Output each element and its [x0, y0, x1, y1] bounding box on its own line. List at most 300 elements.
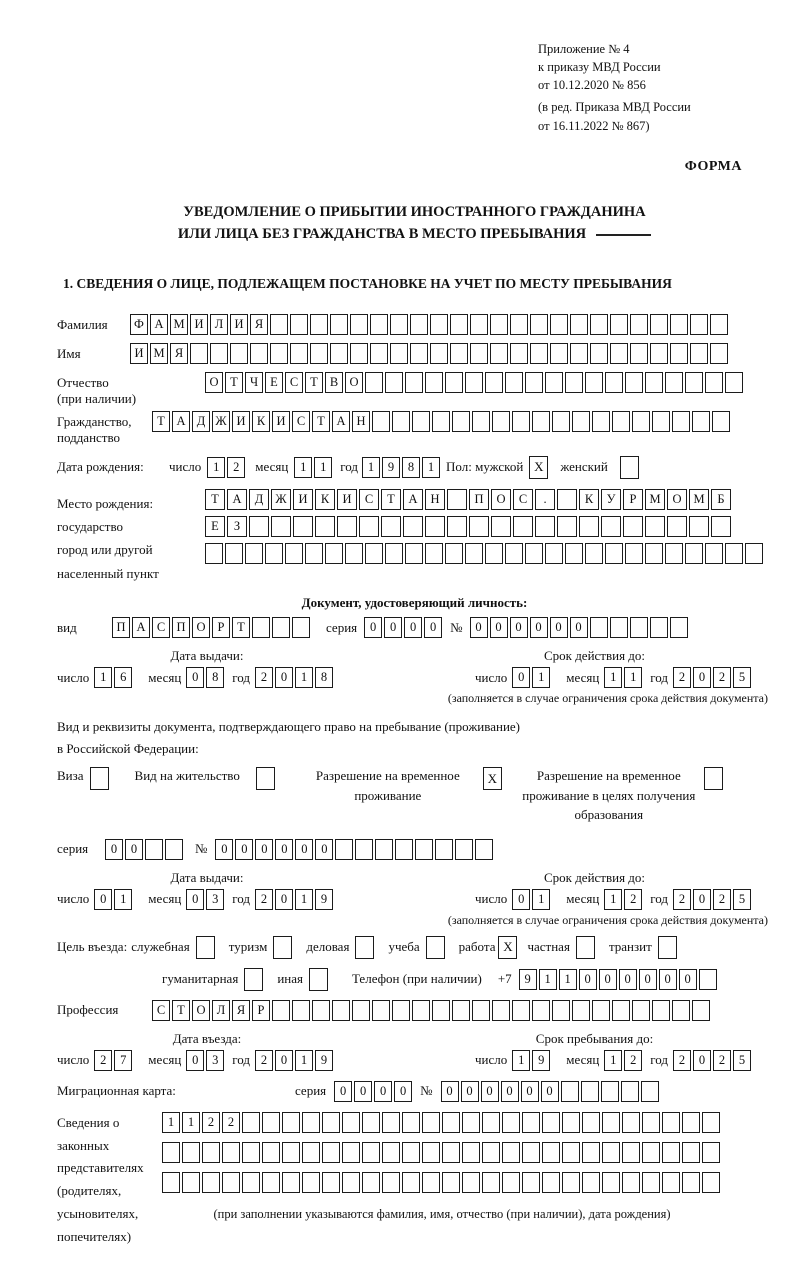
char-cell[interactable]: 9 — [315, 1050, 333, 1071]
char-cell[interactable] — [542, 1172, 560, 1193]
char-cell[interactable] — [465, 372, 483, 393]
purpose-private-checkbox[interactable] — [576, 936, 595, 959]
char-cell[interactable] — [745, 543, 763, 564]
char-cell[interactable] — [582, 1112, 600, 1133]
char-cell[interactable] — [425, 543, 443, 564]
char-cell[interactable] — [372, 411, 390, 432]
char-cell[interactable] — [532, 1000, 550, 1021]
char-cell[interactable] — [450, 343, 468, 364]
char-cell[interactable]: 0 — [424, 617, 442, 638]
char-cell[interactable]: Е — [205, 516, 225, 537]
char-cell[interactable] — [502, 1172, 520, 1193]
char-cell[interactable] — [550, 314, 568, 335]
char-cell[interactable]: 1 — [295, 889, 313, 910]
char-cell[interactable] — [415, 839, 433, 860]
char-cell[interactable] — [270, 343, 288, 364]
char-cell[interactable]: И — [130, 343, 148, 364]
char-cell[interactable] — [612, 1000, 630, 1021]
char-cell[interactable]: Т — [205, 489, 225, 510]
char-cell[interactable]: 1 — [294, 457, 312, 478]
char-cell[interactable] — [542, 1142, 560, 1163]
char-cell[interactable] — [252, 617, 270, 638]
char-cell[interactable]: 1 — [559, 969, 577, 990]
char-cell[interactable]: И — [272, 411, 290, 432]
purpose-business-checkbox[interactable] — [355, 936, 374, 959]
char-cell[interactable] — [552, 411, 570, 432]
char-cell[interactable] — [182, 1172, 200, 1193]
char-cell[interactable]: 0 — [275, 839, 293, 860]
char-cell[interactable] — [667, 516, 687, 537]
char-cell[interactable] — [710, 343, 728, 364]
char-cell[interactable]: 0 — [186, 1050, 204, 1071]
char-cell[interactable]: П — [469, 489, 489, 510]
char-cell[interactable] — [465, 543, 483, 564]
char-cell[interactable] — [545, 372, 563, 393]
char-cell[interactable] — [570, 314, 588, 335]
char-cell[interactable] — [650, 343, 668, 364]
char-cell[interactable]: 1 — [295, 667, 313, 688]
char-cell[interactable] — [405, 543, 423, 564]
char-cell[interactable] — [692, 1000, 710, 1021]
char-cell[interactable]: 0 — [530, 617, 548, 638]
char-cell[interactable] — [702, 1142, 720, 1163]
purpose-tourism-checkbox[interactable] — [273, 936, 292, 959]
char-cell[interactable] — [302, 1172, 320, 1193]
char-cell[interactable] — [572, 1000, 590, 1021]
char-cell[interactable]: 2 — [673, 889, 691, 910]
char-cell[interactable] — [645, 516, 665, 537]
char-cell[interactable] — [390, 343, 408, 364]
char-cell[interactable]: 0 — [679, 969, 697, 990]
char-cell[interactable] — [662, 1142, 680, 1163]
char-cell[interactable] — [305, 543, 323, 564]
char-cell[interactable]: 0 — [501, 1081, 519, 1102]
residence-permit-checkbox[interactable] — [256, 767, 275, 790]
char-cell[interactable]: 0 — [364, 617, 382, 638]
char-cell[interactable] — [270, 314, 288, 335]
char-cell[interactable]: 0 — [659, 969, 677, 990]
char-cell[interactable] — [561, 1081, 579, 1102]
char-cell[interactable] — [702, 1172, 720, 1193]
char-cell[interactable] — [242, 1112, 260, 1133]
char-cell[interactable] — [513, 516, 533, 537]
char-cell[interactable]: И — [337, 489, 357, 510]
char-cell[interactable] — [335, 839, 353, 860]
char-cell[interactable] — [205, 543, 223, 564]
char-cell[interactable] — [245, 543, 263, 564]
char-cell[interactable] — [689, 516, 709, 537]
char-cell[interactable] — [505, 543, 523, 564]
char-cell[interactable]: 2 — [94, 1050, 112, 1071]
char-cell[interactable]: 0 — [693, 667, 711, 688]
char-cell[interactable]: К — [579, 489, 599, 510]
char-cell[interactable] — [592, 1000, 610, 1021]
char-cell[interactable]: Т — [232, 617, 250, 638]
char-cell[interactable] — [362, 1172, 380, 1193]
char-cell[interactable]: Л — [210, 314, 228, 335]
char-cell[interactable] — [242, 1142, 260, 1163]
male-checkbox[interactable]: X — [529, 456, 548, 479]
char-cell[interactable]: М — [689, 489, 709, 510]
char-cell[interactable] — [342, 1112, 360, 1133]
char-cell[interactable]: 0 — [334, 1081, 352, 1102]
char-cell[interactable] — [430, 343, 448, 364]
char-cell[interactable] — [475, 839, 493, 860]
char-cell[interactable] — [685, 543, 703, 564]
char-cell[interactable]: И — [293, 489, 313, 510]
char-cell[interactable] — [455, 839, 473, 860]
char-cell[interactable]: 0 — [105, 839, 123, 860]
char-cell[interactable] — [630, 314, 648, 335]
char-cell[interactable]: 3 — [206, 889, 224, 910]
char-cell[interactable] — [302, 1142, 320, 1163]
char-cell[interactable] — [585, 372, 603, 393]
char-cell[interactable]: Т — [225, 372, 243, 393]
char-cell[interactable] — [565, 543, 583, 564]
char-cell[interactable] — [310, 343, 328, 364]
char-cell[interactable] — [512, 1000, 530, 1021]
char-cell[interactable] — [442, 1172, 460, 1193]
char-cell[interactable]: 2 — [255, 1050, 273, 1071]
char-cell[interactable]: А — [132, 617, 150, 638]
char-cell[interactable] — [610, 314, 628, 335]
char-cell[interactable] — [702, 1112, 720, 1133]
char-cell[interactable] — [622, 1112, 640, 1133]
char-cell[interactable] — [330, 314, 348, 335]
char-cell[interactable] — [565, 372, 583, 393]
char-cell[interactable]: 2 — [713, 667, 731, 688]
char-cell[interactable]: М — [150, 343, 168, 364]
char-cell[interactable]: 9 — [382, 457, 400, 478]
char-cell[interactable] — [705, 543, 723, 564]
char-cell[interactable] — [662, 1112, 680, 1133]
char-cell[interactable] — [502, 1142, 520, 1163]
char-cell[interactable] — [442, 1142, 460, 1163]
char-cell[interactable] — [425, 516, 445, 537]
char-cell[interactable]: 1 — [314, 457, 332, 478]
char-cell[interactable] — [352, 1000, 370, 1021]
char-cell[interactable]: 0 — [404, 617, 422, 638]
char-cell[interactable] — [322, 1172, 340, 1193]
char-cell[interactable] — [470, 314, 488, 335]
char-cell[interactable]: 8 — [402, 457, 420, 478]
char-cell[interactable]: 0 — [295, 839, 313, 860]
char-cell[interactable] — [610, 617, 628, 638]
char-cell[interactable]: О — [667, 489, 687, 510]
char-cell[interactable]: 0 — [394, 1081, 412, 1102]
char-cell[interactable]: 1 — [532, 889, 550, 910]
char-cell[interactable]: 2 — [227, 457, 245, 478]
char-cell[interactable] — [462, 1172, 480, 1193]
char-cell[interactable]: 0 — [599, 969, 617, 990]
char-cell[interactable] — [165, 839, 183, 860]
char-cell[interactable]: 0 — [481, 1081, 499, 1102]
char-cell[interactable] — [602, 1172, 620, 1193]
char-cell[interactable]: С — [359, 489, 379, 510]
char-cell[interactable] — [432, 1000, 450, 1021]
char-cell[interactable]: 0 — [490, 617, 508, 638]
char-cell[interactable]: 0 — [354, 1081, 372, 1102]
char-cell[interactable] — [315, 516, 335, 537]
char-cell[interactable] — [362, 1142, 380, 1163]
char-cell[interactable] — [422, 1142, 440, 1163]
char-cell[interactable]: Ф — [130, 314, 148, 335]
char-cell[interactable] — [725, 543, 743, 564]
char-cell[interactable]: 0 — [255, 839, 273, 860]
char-cell[interactable] — [370, 343, 388, 364]
char-cell[interactable] — [592, 411, 610, 432]
char-cell[interactable] — [482, 1142, 500, 1163]
char-cell[interactable]: 0 — [619, 969, 637, 990]
char-cell[interactable]: Л — [212, 1000, 230, 1021]
char-cell[interactable]: Я — [232, 1000, 250, 1021]
temp-residence-education-checkbox[interactable] — [704, 767, 723, 790]
char-cell[interactable]: 0 — [510, 617, 528, 638]
char-cell[interactable]: 1 — [604, 667, 622, 688]
purpose-other-checkbox[interactable] — [309, 968, 328, 991]
char-cell[interactable]: А — [403, 489, 423, 510]
char-cell[interactable] — [612, 411, 630, 432]
char-cell[interactable]: 0 — [315, 839, 333, 860]
char-cell[interactable]: Я — [170, 343, 188, 364]
char-cell[interactable] — [699, 969, 717, 990]
char-cell[interactable] — [302, 1112, 320, 1133]
char-cell[interactable] — [685, 372, 703, 393]
char-cell[interactable] — [402, 1142, 420, 1163]
char-cell[interactable]: 0 — [441, 1081, 459, 1102]
char-cell[interactable] — [632, 1000, 650, 1021]
char-cell[interactable] — [447, 516, 467, 537]
char-cell[interactable] — [605, 543, 623, 564]
char-cell[interactable]: 0 — [125, 839, 143, 860]
char-cell[interactable] — [645, 372, 663, 393]
char-cell[interactable] — [372, 1000, 390, 1021]
char-cell[interactable] — [450, 314, 468, 335]
char-cell[interactable]: 5 — [733, 1050, 751, 1071]
char-cell[interactable] — [222, 1172, 240, 1193]
purpose-official-checkbox[interactable] — [196, 936, 215, 959]
char-cell[interactable]: 0 — [275, 1050, 293, 1071]
char-cell[interactable]: 8 — [315, 667, 333, 688]
char-cell[interactable] — [402, 1112, 420, 1133]
char-cell[interactable] — [650, 314, 668, 335]
char-cell[interactable] — [532, 411, 550, 432]
char-cell[interactable] — [390, 314, 408, 335]
char-cell[interactable] — [445, 372, 463, 393]
char-cell[interactable] — [482, 1112, 500, 1133]
char-cell[interactable]: Р — [623, 489, 643, 510]
char-cell[interactable]: 0 — [374, 1081, 392, 1102]
char-cell[interactable] — [262, 1142, 280, 1163]
char-cell[interactable] — [601, 1081, 619, 1102]
char-cell[interactable] — [332, 1000, 350, 1021]
char-cell[interactable] — [579, 516, 599, 537]
char-cell[interactable] — [282, 1142, 300, 1163]
char-cell[interactable] — [630, 617, 648, 638]
char-cell[interactable]: С — [513, 489, 533, 510]
char-cell[interactable]: П — [172, 617, 190, 638]
char-cell[interactable] — [490, 314, 508, 335]
char-cell[interactable]: В — [325, 372, 343, 393]
char-cell[interactable] — [345, 543, 363, 564]
char-cell[interactable] — [711, 516, 731, 537]
char-cell[interactable]: О — [205, 372, 223, 393]
char-cell[interactable] — [422, 1172, 440, 1193]
char-cell[interactable]: З — [227, 516, 247, 537]
char-cell[interactable]: Я — [250, 314, 268, 335]
char-cell[interactable] — [412, 1000, 430, 1021]
char-cell[interactable] — [430, 314, 448, 335]
char-cell[interactable] — [337, 516, 357, 537]
char-cell[interactable]: 1 — [604, 1050, 622, 1071]
char-cell[interactable] — [652, 411, 670, 432]
char-cell[interactable] — [725, 372, 743, 393]
char-cell[interactable] — [382, 1112, 400, 1133]
char-cell[interactable] — [250, 343, 268, 364]
char-cell[interactable] — [557, 489, 577, 510]
temp-residence-checkbox[interactable]: X — [483, 767, 502, 790]
char-cell[interactable] — [385, 372, 403, 393]
char-cell[interactable] — [552, 1000, 570, 1021]
char-cell[interactable] — [670, 343, 688, 364]
char-cell[interactable] — [690, 343, 708, 364]
char-cell[interactable] — [530, 343, 548, 364]
char-cell[interactable]: 2 — [222, 1112, 240, 1133]
char-cell[interactable]: 7 — [114, 1050, 132, 1071]
char-cell[interactable]: 0 — [579, 969, 597, 990]
char-cell[interactable]: 0 — [570, 617, 588, 638]
char-cell[interactable] — [272, 617, 290, 638]
char-cell[interactable] — [322, 1112, 340, 1133]
char-cell[interactable]: 2 — [624, 1050, 642, 1071]
char-cell[interactable] — [630, 343, 648, 364]
char-cell[interactable] — [362, 1112, 380, 1133]
char-cell[interactable]: Д — [249, 489, 269, 510]
char-cell[interactable] — [162, 1142, 180, 1163]
char-cell[interactable]: 0 — [384, 617, 402, 638]
char-cell[interactable]: 1 — [207, 457, 225, 478]
char-cell[interactable] — [492, 411, 510, 432]
char-cell[interactable] — [525, 543, 543, 564]
purpose-work-checkbox[interactable]: X — [498, 936, 517, 959]
char-cell[interactable] — [602, 1142, 620, 1163]
char-cell[interactable]: И — [190, 314, 208, 335]
char-cell[interactable]: А — [172, 411, 190, 432]
char-cell[interactable] — [375, 839, 393, 860]
char-cell[interactable] — [672, 1000, 690, 1021]
char-cell[interactable]: 1 — [532, 667, 550, 688]
char-cell[interactable] — [542, 1112, 560, 1133]
char-cell[interactable] — [522, 1112, 540, 1133]
char-cell[interactable] — [522, 1172, 540, 1193]
char-cell[interactable]: 2 — [255, 667, 273, 688]
char-cell[interactable] — [710, 314, 728, 335]
char-cell[interactable]: 0 — [639, 969, 657, 990]
char-cell[interactable]: О — [192, 617, 210, 638]
char-cell[interactable] — [623, 516, 643, 537]
char-cell[interactable]: Н — [425, 489, 445, 510]
char-cell[interactable]: . — [535, 489, 555, 510]
char-cell[interactable] — [485, 372, 503, 393]
char-cell[interactable]: 1 — [162, 1112, 180, 1133]
char-cell[interactable] — [562, 1112, 580, 1133]
char-cell[interactable] — [370, 314, 388, 335]
char-cell[interactable] — [482, 1172, 500, 1193]
char-cell[interactable]: 0 — [550, 617, 568, 638]
char-cell[interactable] — [402, 1172, 420, 1193]
char-cell[interactable]: С — [285, 372, 303, 393]
char-cell[interactable] — [445, 543, 463, 564]
char-cell[interactable] — [530, 314, 548, 335]
char-cell[interactable] — [712, 411, 730, 432]
char-cell[interactable]: О — [491, 489, 511, 510]
char-cell[interactable] — [230, 343, 248, 364]
char-cell[interactable] — [469, 516, 489, 537]
char-cell[interactable] — [502, 1112, 520, 1133]
char-cell[interactable]: 1 — [182, 1112, 200, 1133]
char-cell[interactable] — [557, 516, 577, 537]
char-cell[interactable] — [472, 1000, 490, 1021]
char-cell[interactable]: 1 — [114, 889, 132, 910]
char-cell[interactable] — [350, 343, 368, 364]
char-cell[interactable] — [310, 314, 328, 335]
char-cell[interactable] — [225, 543, 243, 564]
char-cell[interactable] — [492, 1000, 510, 1021]
char-cell[interactable] — [395, 839, 413, 860]
char-cell[interactable] — [342, 1172, 360, 1193]
char-cell[interactable] — [582, 1172, 600, 1193]
char-cell[interactable] — [210, 343, 228, 364]
char-cell[interactable] — [562, 1142, 580, 1163]
char-cell[interactable]: Т — [305, 372, 323, 393]
char-cell[interactable] — [665, 543, 683, 564]
char-cell[interactable]: 6 — [114, 667, 132, 688]
char-cell[interactable] — [642, 1172, 660, 1193]
char-cell[interactable] — [330, 343, 348, 364]
char-cell[interactable]: Е — [265, 372, 283, 393]
char-cell[interactable]: К — [315, 489, 335, 510]
char-cell[interactable] — [312, 1000, 330, 1021]
char-cell[interactable] — [472, 411, 490, 432]
char-cell[interactable] — [462, 1142, 480, 1163]
char-cell[interactable] — [350, 314, 368, 335]
char-cell[interactable]: М — [645, 489, 665, 510]
char-cell[interactable] — [202, 1172, 220, 1193]
char-cell[interactable]: 0 — [235, 839, 253, 860]
char-cell[interactable]: Т — [172, 1000, 190, 1021]
char-cell[interactable] — [525, 372, 543, 393]
char-cell[interactable] — [662, 1172, 680, 1193]
char-cell[interactable] — [292, 617, 310, 638]
char-cell[interactable] — [432, 411, 450, 432]
char-cell[interactable]: С — [292, 411, 310, 432]
char-cell[interactable] — [242, 1172, 260, 1193]
char-cell[interactable] — [672, 411, 690, 432]
char-cell[interactable] — [562, 1172, 580, 1193]
char-cell[interactable] — [581, 1081, 599, 1102]
char-cell[interactable] — [512, 411, 530, 432]
char-cell[interactable] — [650, 617, 668, 638]
char-cell[interactable]: 0 — [693, 1050, 711, 1071]
char-cell[interactable]: 1 — [362, 457, 380, 478]
char-cell[interactable] — [410, 314, 428, 335]
char-cell[interactable]: 2 — [713, 889, 731, 910]
char-cell[interactable] — [670, 314, 688, 335]
char-cell[interactable]: Ж — [212, 411, 230, 432]
char-cell[interactable]: О — [192, 1000, 210, 1021]
char-cell[interactable]: 1 — [539, 969, 557, 990]
char-cell[interactable]: 1 — [94, 667, 112, 688]
